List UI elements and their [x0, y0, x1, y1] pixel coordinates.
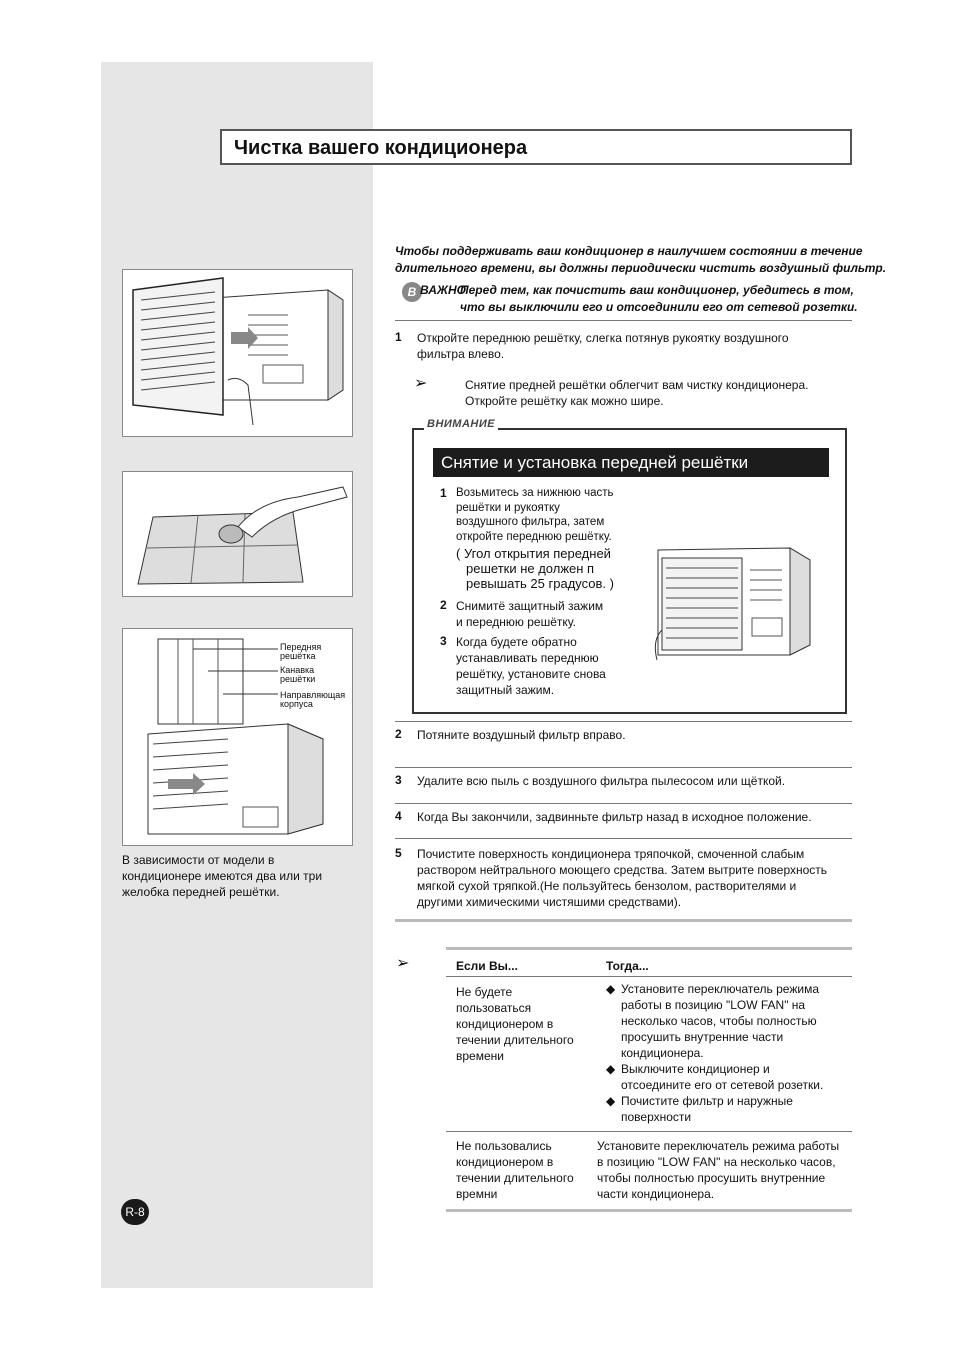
table-cell-line: кондиционером в	[456, 1017, 554, 1031]
table-bottom-rule	[446, 1209, 852, 1212]
figure-open-grille	[122, 269, 353, 437]
step-2-text: Потяните воздушный фильтр вправо.	[417, 728, 626, 742]
caution-label: ВНИМАНИЕ	[424, 418, 498, 430]
table-cell-line: работы в позицию "LOW FAN" на	[621, 998, 806, 1012]
illustration-remove-grille	[650, 540, 835, 665]
step-line: другими химическими чистяшими средствами).	[417, 895, 682, 909]
diamond-bullet-icon: ◆	[606, 982, 616, 996]
caution-item-1	[456, 486, 614, 544]
table-row-2-if	[456, 1138, 574, 1202]
table-cell-line: течении длительного	[456, 1171, 574, 1185]
table-cell-line: Установите переключатель режима	[621, 982, 819, 996]
table-cell-line: Выключите кондиционер и	[621, 1062, 770, 1076]
table-cell-line: Не будете	[456, 985, 513, 999]
intro-line: длительного времени, вы должны периодически чистить воздушный фильтр.	[395, 261, 887, 275]
intro-text	[395, 243, 886, 277]
caution-line: и переднюю решётку.	[456, 615, 576, 629]
sidebar-note-line: желобка передней решётки.	[122, 885, 280, 899]
divider	[395, 320, 852, 321]
step-line: фильтра влево.	[417, 347, 505, 361]
caution-line: решётки и рукоятку	[456, 501, 560, 514]
table-row-1-if	[456, 984, 574, 1064]
step-line: мягкой сухой тряпкой.(Не пользуйтесь бензолом, растворителями и	[417, 879, 797, 893]
important-label: ВАЖНО	[420, 283, 467, 297]
step-number: 5	[395, 846, 402, 860]
step-number: 2	[395, 727, 402, 741]
table-cell-line: кондиционером в	[456, 1155, 554, 1169]
table-cell-line: в позицию "LOW FAN" на несколько часов,	[597, 1155, 836, 1169]
caution-item-1-extra	[456, 546, 614, 591]
caution-extra-line: решетки не должен п	[466, 561, 595, 576]
intro-line: Чтобы поддерживать ваш кондиционер в наилучшем состоянии в течение	[395, 244, 863, 258]
table-arrow-icon: ➢	[396, 955, 410, 972]
label-case-guide-line: корпуса	[280, 699, 313, 709]
table-cell-line: Установите переключатель режима работы	[597, 1139, 840, 1153]
caution-title: Снятие и установка передней решётки	[433, 448, 829, 477]
caution-line: Возьмитесь за нижнюю часть	[456, 487, 614, 499]
label-front-grille	[280, 643, 321, 661]
table-top-rule	[446, 947, 852, 950]
important-line: что вы выключили его и отсоединили его от сетевой розетки.	[460, 300, 858, 314]
step-number: 4	[395, 809, 402, 823]
diamond-bullet-icon: ◆	[606, 1094, 616, 1108]
table-row-1-then	[606, 981, 823, 1125]
label-grille-groove-line: решётки	[280, 674, 316, 684]
table-row-2-then	[597, 1138, 839, 1202]
table-header-rule	[446, 976, 852, 977]
note-text	[465, 377, 809, 409]
table-bullet-item	[606, 1061, 823, 1093]
important-line: Перед тем, как почистить ваш кондиционер, убедитесь в том,	[460, 283, 854, 297]
table-cell-line: просушить внутренние части	[621, 1030, 784, 1044]
table-bullet-item	[606, 981, 823, 1061]
step-number: 1	[395, 330, 402, 344]
caution-item-number: 3	[440, 634, 447, 648]
step-number: 3	[395, 773, 402, 787]
important-text	[460, 282, 858, 316]
divider	[395, 803, 852, 804]
table-cell-line: части кондиционера.	[597, 1187, 715, 1201]
label-case-guide-line: Направляющая	[280, 690, 346, 700]
illustration-vacuum-filter	[123, 472, 352, 596]
important-icon: В	[402, 282, 422, 302]
table-cell-line: несколько часов, чтобы полностью	[621, 1014, 817, 1028]
step-1-text	[417, 330, 789, 362]
caution-line: решётку, установите снова	[456, 667, 606, 681]
caution-extra-line: ( Угол открытия передней	[456, 546, 611, 561]
table-cell-line: чтобы полностью просушить внутренние	[597, 1171, 826, 1185]
caution-line: воздушного фильтра, затем	[456, 516, 605, 528]
table-cell-line: кондиционера.	[621, 1046, 704, 1060]
label-case-guide	[280, 691, 345, 709]
caution-item-number: 2	[440, 598, 447, 612]
divider	[395, 838, 852, 839]
sidebar-note-line: В зависимости от модели в	[122, 853, 275, 867]
step-line: Откройте переднюю решётку, слегка потянув рукоятку воздушного	[417, 331, 789, 345]
step-4-text: Когда Вы закончили, задвинньте фильтр назад в исходное положение.	[417, 810, 812, 824]
divider	[395, 721, 852, 722]
caution-line: Когда будете обратно	[456, 635, 577, 649]
label-front-grille-line: Передняя	[280, 642, 322, 652]
table-bullet-item	[606, 1093, 823, 1125]
table-row-rule	[446, 1131, 852, 1132]
caution-extra-line: ревышать 25 градусов. )	[466, 576, 614, 591]
table-cell-line: отсоедините его от сетевой розетки.	[621, 1078, 824, 1092]
table-cell-line: Почистите фильтр и наружные	[621, 1094, 793, 1108]
table-cell-line: времни	[456, 1187, 498, 1201]
label-front-grille-line: решётка	[280, 651, 316, 661]
step-line: раствором нейтрального моющего средства. Затем вытрите поверхность	[417, 863, 828, 877]
figure-vacuum-filter	[122, 471, 353, 597]
table-cell-line: поверхности	[621, 1110, 692, 1124]
caution-line: защитный зажим.	[456, 683, 555, 697]
note-line: Откройте решётку как можно шире.	[465, 394, 664, 408]
sidebar-note-line: кондиционере имеются два или три	[122, 869, 323, 883]
caution-item-2	[456, 598, 603, 630]
note-line: Снятие предней решётки облегчит вам чистку кондиционера.	[465, 378, 809, 392]
table-header-then: Тогда...	[606, 959, 649, 973]
caution-line: Снимитё защитный зажим	[456, 599, 604, 613]
page-title: Чистка вашего кондиционера	[234, 137, 528, 159]
illustration-grille-grooves	[123, 629, 352, 845]
divider	[395, 767, 852, 768]
table-cell-line: течении длительного	[456, 1033, 574, 1047]
step-5-text	[417, 846, 827, 910]
caution-line: откройте переднюю решётку.	[456, 530, 612, 543]
step-3-text: Удалите всю пыль с воздушного фильтра пылесосом или щёткой.	[417, 774, 786, 788]
caution-line: устанавливать переднюю	[456, 651, 599, 665]
step-line: Почистите поверхность кондиционера тряпочкой, смоченной слабым	[417, 847, 805, 861]
illustration-open-grille	[123, 270, 352, 436]
table-header-if: Если Вы...	[456, 959, 518, 973]
diamond-bullet-icon: ◆	[606, 1062, 616, 1076]
label-grille-groove-line: Канавка	[280, 665, 315, 675]
note-arrow-icon: ➢	[414, 375, 428, 392]
caution-item-number: 1	[440, 486, 447, 500]
table-cell-line: Не пользовались	[456, 1139, 552, 1153]
divider-thick	[395, 919, 852, 922]
page-number-badge: R-8	[121, 1199, 149, 1225]
page-title-box	[220, 129, 852, 165]
table-cell-line: пользоваться	[456, 1001, 532, 1015]
sidebar-note	[122, 852, 352, 900]
caution-item-3	[456, 634, 606, 698]
label-grille-groove	[280, 666, 315, 684]
table-cell-line: времени	[456, 1049, 504, 1063]
